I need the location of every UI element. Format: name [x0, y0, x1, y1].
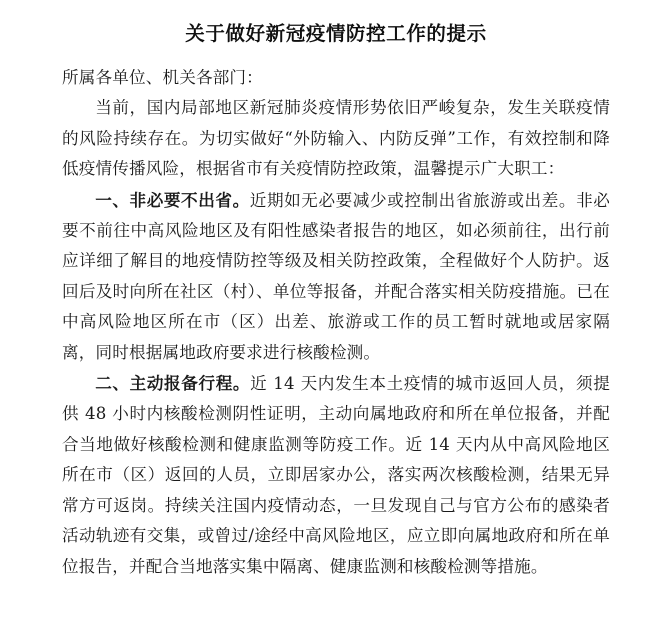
paragraph-text: 所属各单位、机关各部门：: [62, 68, 263, 87]
paragraph-text: 近 14 天内发生本土疫情的城市返回人员，须提供 48 小时内核酸检测阴性证明，主动向属地政府和所在单位报备，并配合当地做好核酸检测和健康监测等防疫工作。近 14 天内从中高风险地区所在市（区）返回的人员，立即居家办公，落实两次核酸检测，结果无异常方可返岗。持续关注国内疫情动态，一旦发现自己与官方公布的感染者活动轨迹有交集，或曾过/途经中高风险地区，应立即向属地政府和所在单位报告，并配合当地落实集中隔离、健康监测和核酸检测等措施。: [62, 374, 610, 576]
document-body: [62, 63, 610, 582]
paragraph-item-2: [62, 368, 610, 582]
paragraph-lead: 一、非必要不出省。: [95, 189, 250, 210]
paragraph-salutation: [62, 63, 610, 93]
paragraph-text: 当前，国内局部地区新冠肺炎疫情形势依旧严峻复杂，发生关联疫情的风险持续存在。为切实做好“外防输入、内防反弹”工作，有效控制和降低疫情传播风险，根据省市有关疫情防控政策，温馨提示广大职工：: [62, 98, 610, 179]
document-body-clip: [62, 63, 610, 643]
paragraph-intro: [62, 93, 610, 184]
page-title: 关于做好新冠疫情防控工作的提示: [185, 22, 487, 45]
paragraph-item-1: [62, 185, 610, 368]
paragraph-text: 近期如无必要减少或控制出省旅游或出差。非必要不前往中高风险地区及有阳性感染者报告的地区，如必须前往，出行前应详细了解目的地疫情防控等级及相关防控政策，全程做好个人防护。返回后及时向所在社区（村）、单位等报备，并配合落实相关防疫措施。已在中高风险地区所在市（区）出差、旅游或工作的员工暂时就地或居家隔离，同时根据属地政府要求进行核酸检测。: [62, 190, 610, 362]
paragraph-lead: 二、主动报备行程。: [95, 373, 251, 394]
